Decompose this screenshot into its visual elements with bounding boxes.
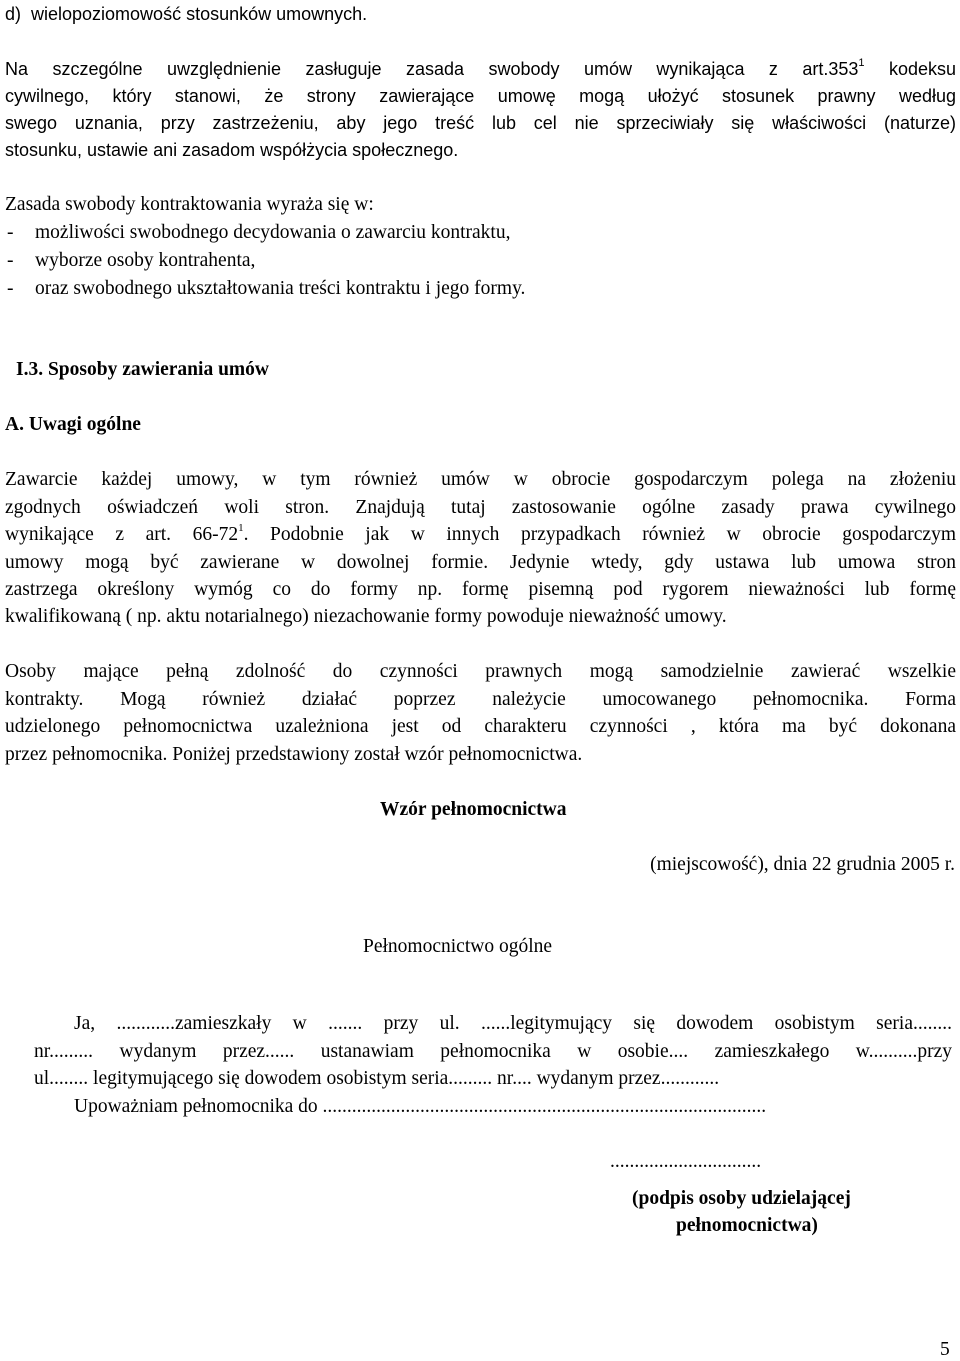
para3-line5: zastrzega określony wymóg co do formy np. formę pisemną pod rygorem nieważności lub formę <box>5 579 956 600</box>
para3-line3-tail: . Podobnie jak w innych przypadkach również w obrocie gospodarczym <box>243 524 956 545</box>
para3-line1: Zawarcie każdej umowy, w tym również umów w obrocie gospodarczym polega na złożeniu <box>5 469 956 490</box>
list-item <box>5 222 510 244</box>
list-dash: - <box>7 250 14 271</box>
para1-line1-tail: kodeksu <box>864 59 957 79</box>
section-heading: I.3. Sposoby zawierania umów <box>16 359 269 380</box>
template-date-line: (miejscowość), dnia 22 grudnia 2005 r. <box>650 854 955 875</box>
signature-dots: ............................... <box>610 1151 762 1172</box>
list-dash: - <box>7 278 14 299</box>
list-item-text: oraz swobodnego ukształtowania treści kontraktu i jego formy. <box>35 278 526 299</box>
para4-line3: udzielonego pełnomocnictwa uzależniona jest od charakteru czynności , która ma być dokonana <box>5 716 956 737</box>
para2-intro: Zasada swobody kontraktowania wyraża się w: <box>5 194 374 215</box>
para1-line1 <box>5 59 956 80</box>
para3-line4: umowy mogą być zawierane w dowolnej formie. Jedynie wtedy, gdy ustawa lub umowa stron <box>5 552 956 573</box>
para3-line3 <box>5 521 956 546</box>
template-body-line1: Ja, ............zamieszkały w ....... przy ul. ......legitymujący się dowodem osobistym seria........ <box>74 1013 952 1034</box>
para3-line6: kwalifikowaną ( np. aktu notarialnego) niezachowanie formy powoduje nieważność umowy. <box>5 606 727 627</box>
signature-label-line1: (podpis osoby udzielającej <box>632 1188 851 1209</box>
page-number: 5 <box>940 1339 950 1360</box>
list-item <box>5 278 525 300</box>
para4-line1: Osoby mające pełną zdolność do czynności prawnych mogą samodzielnie zawierać wszelkie <box>5 661 956 682</box>
template-title: Wzór pełnomocnictwa <box>380 799 567 820</box>
subsection-heading: A. Uwagi ogólne <box>5 414 141 435</box>
template-doc-title: Pełnomocnictwo ogólne <box>363 936 553 957</box>
superscript: 1 <box>858 57 865 69</box>
para3-line2: zgodnych oświadczeń woli stron. Znajdują tutaj zastosowanie ogólne zasady prawa cywilnego <box>5 497 956 518</box>
superscript: 1 <box>238 521 244 534</box>
list-dash: - <box>7 222 14 243</box>
para1-line3: swego uznania, przy zastrzeżeniu, aby jego treść lub cel nie sprzeciwiały się właściwości (naturze) <box>5 113 956 133</box>
template-body-line3: ul........ legitymującego się dowodem osobistym seria......... nr.... wydanym przez............ <box>34 1068 720 1089</box>
list-item-text: wyborze osoby kontrahenta, <box>35 250 256 271</box>
para3-line3-text: wynikające z art. 66-72 <box>5 524 239 545</box>
para4-line4: przez pełnomocnika. Poniżej przedstawiony został wzór pełnomocnictwa. <box>5 744 583 765</box>
para1-line1-text: Na szczególne uwzględnienie zasługuje zasada swobody umów wynikająca z art.353 <box>5 59 859 79</box>
list-item-d: d) wielopoziomowość stosunków umownych. <box>5 4 368 24</box>
list-item-text: możliwości swobodnego decydowania o zawarciu kontraktu, <box>35 222 511 243</box>
signature-label-line2: pełnomocnictwa) <box>676 1215 818 1236</box>
template-body-line4: Upoważniam pełnomocnika do ........................................................................................... <box>74 1096 767 1117</box>
para1-line4: stosunku, ustawie ani zasadom współżycia społecznego. <box>5 140 459 160</box>
para1-line2: cywilnego, który stanowi, że strony zawierające umowę mogą ułożyć stosunek prawny według <box>5 86 956 106</box>
para4-line2: kontrakty. Mogą również działać poprzez należycie umocowanego pełnomocnika. Forma <box>5 689 956 710</box>
template-body-line2: nr......... wydanym przez...... ustanawiam pełnomocnika w osobie.... zamieszkałego w..........przy <box>34 1041 952 1062</box>
list-item <box>5 250 255 272</box>
